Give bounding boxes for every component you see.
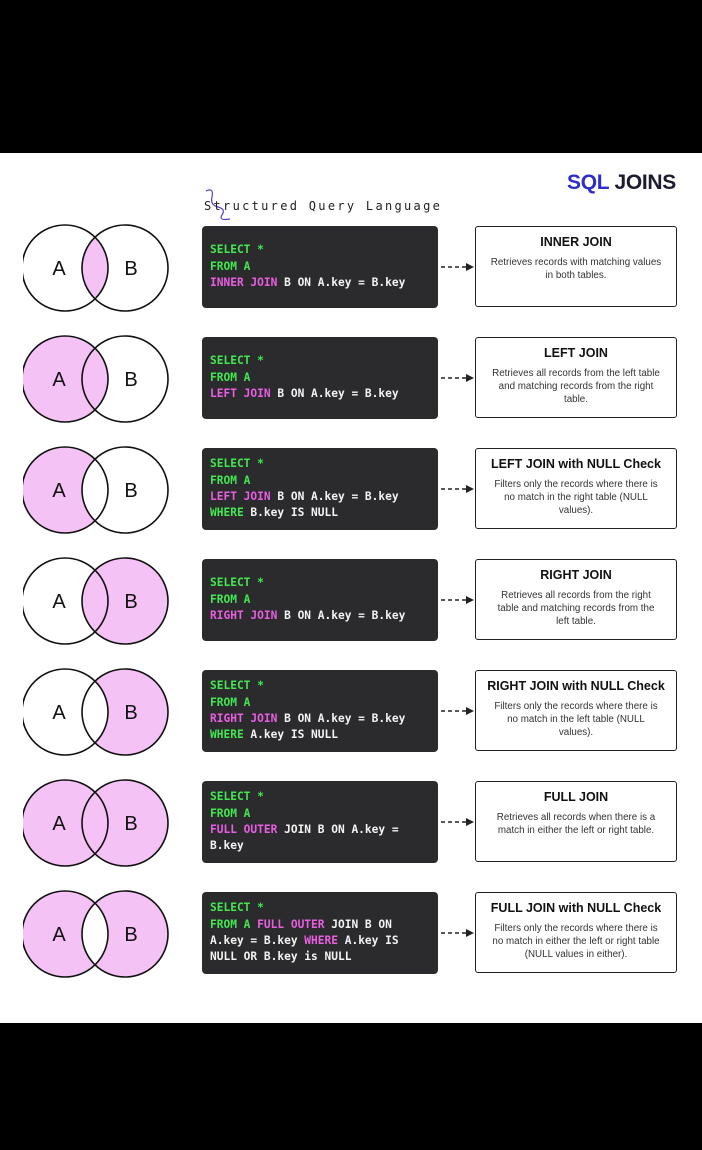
code-token: SELECT * (210, 576, 264, 590)
join-description: Filters only the records where there is no match in either the left or right table (NULL values in either). (492, 923, 660, 960)
page-subtitle: Structured Query Language (204, 199, 443, 213)
code-block-right-join-null (202, 670, 438, 752)
code-token: B ON A.key = B.key (270, 387, 399, 401)
code-block-left-join (202, 337, 438, 419)
code-token: INNER JOIN (210, 276, 278, 290)
description-box-left-join (475, 337, 677, 418)
code-token: B.key (210, 839, 244, 853)
description-box-inner-join (475, 226, 677, 307)
description-box-right-join-null (475, 670, 677, 751)
code-token: SELECT * (210, 790, 264, 804)
code-token: NULL OR B.key is NULL (210, 950, 352, 964)
code-line (210, 489, 432, 505)
venn-label-b: B (124, 591, 138, 613)
code-block-inner-join (202, 226, 438, 308)
dashed-arrow-icon (440, 372, 476, 384)
venn-diagram-inner-join (23, 222, 173, 314)
code-line (210, 917, 432, 933)
code-line (210, 900, 432, 916)
venn-label-a: A (52, 369, 66, 391)
join-description: Retrieves all records from the right table and matching records from the left table. (497, 590, 655, 627)
dashed-arrow-icon (440, 261, 476, 273)
venn-label-b: B (124, 258, 138, 280)
code-token: B ON A.key = B.key (277, 712, 406, 725)
code-token: RIGHT JOIN (210, 712, 278, 725)
code-line (210, 370, 432, 386)
code-line (210, 575, 432, 591)
code-token: FROM A (210, 695, 251, 709)
venn-label-b: B (124, 813, 138, 835)
venn-label-a: A (52, 258, 66, 280)
code-token: FROM A (210, 370, 251, 384)
dashed-arrow-icon (440, 705, 476, 717)
description-box-right-join (475, 559, 677, 640)
code-block-right-join (202, 559, 438, 641)
code-line (210, 838, 432, 854)
venn-diagram-left-join-null (23, 444, 173, 536)
venn-label-b: B (124, 702, 138, 724)
venn-label-a: A (52, 591, 66, 613)
join-description: Filters only the records where there is no match in the left table (NULL values). (494, 701, 658, 738)
venn-label-a: A (52, 924, 66, 946)
code-token: B ON A.key = B.key (277, 609, 406, 623)
code-line (210, 789, 432, 805)
dashed-arrow-icon (440, 927, 476, 939)
code-line (210, 592, 432, 608)
code-line (210, 242, 432, 258)
description-box-full-join (475, 781, 677, 862)
venn-label-a: A (52, 702, 66, 724)
code-line (210, 678, 432, 694)
code-token: SELECT * (210, 243, 264, 257)
venn-label-b: B (124, 480, 138, 502)
code-token: FROM A (210, 917, 258, 931)
code-token: WHERE (304, 934, 338, 947)
join-description: Retrieves records with matching values in both tables. (490, 257, 662, 281)
code-token: FROM A (210, 592, 251, 606)
venn-diagram-right-join (23, 555, 173, 647)
code-token: FROM A (210, 473, 251, 487)
venn-diagram-left-join (23, 333, 173, 425)
venn-diagram-full-join-null (23, 888, 173, 980)
title-joins: JOINS (614, 171, 676, 194)
code-token: B ON A.key = B.key (270, 490, 399, 503)
join-title: FULL JOIN (543, 790, 609, 804)
join-description: Retrieves all records from the left table and matching records from the right table. (492, 368, 660, 405)
code-line (210, 275, 432, 291)
code-line (210, 949, 432, 965)
description-box-left-join-null (475, 448, 677, 529)
code-token: FULL OUTER (257, 917, 325, 931)
venn-diagram-full-join (23, 777, 173, 869)
code-token: SELECT * (210, 901, 264, 915)
code-line (210, 806, 432, 822)
code-token: SELECT * (210, 679, 264, 693)
code-token: B ON A.key = B.key (277, 276, 406, 290)
page-title (567, 171, 676, 195)
code-token: WHERE (210, 728, 244, 742)
venn-label-a: A (52, 813, 66, 835)
venn-label-b: B (124, 924, 138, 946)
code-token: WHERE (210, 506, 244, 520)
code-token: LEFT JOIN (210, 490, 271, 503)
code-token: JOIN B ON (324, 917, 392, 931)
code-token: A.key IS (337, 934, 399, 947)
dashed-arrow-icon (440, 816, 476, 828)
join-title: RIGHT JOIN (540, 568, 612, 582)
code-token: LEFT JOIN (210, 387, 271, 401)
code-token: FROM A (210, 259, 251, 273)
venn-label-a: A (52, 480, 66, 502)
join-title: FULL JOIN with NULL Check (490, 901, 662, 915)
infographic-panel (0, 153, 702, 1023)
dashed-arrow-icon (440, 483, 476, 495)
code-line (210, 727, 432, 743)
join-title: RIGHT JOIN with NULL Check (487, 679, 665, 693)
dashed-arrow-icon (440, 594, 476, 606)
code-line (210, 711, 432, 727)
join-title: LEFT JOIN with NULL Check (491, 457, 661, 471)
code-token: SELECT * (210, 354, 264, 368)
code-token: A.key = B.key (210, 934, 305, 947)
code-line (210, 259, 432, 275)
code-block-left-join-null (202, 448, 438, 530)
venn-diagram-right-join-null (23, 666, 173, 758)
code-line (210, 473, 432, 489)
code-block-full-join (202, 781, 438, 863)
code-token: FULL OUTER (210, 823, 278, 836)
code-block-full-join-null (202, 892, 438, 974)
join-title: INNER JOIN (540, 235, 612, 249)
code-line (210, 695, 432, 711)
code-line (210, 456, 432, 472)
code-line (210, 933, 432, 949)
code-token: RIGHT JOIN (210, 609, 278, 623)
code-token: FROM A (210, 806, 251, 820)
description-box-full-join-null (475, 892, 677, 973)
code-token: A.key IS NULL (243, 728, 338, 742)
code-line (210, 608, 432, 624)
code-line (210, 822, 432, 838)
code-token: JOIN B ON A.key = (277, 823, 399, 836)
join-description: Filters only the records where there is no match in the right table (NULL values). (494, 479, 658, 516)
code-token: B.key IS NULL (243, 506, 338, 520)
join-description: Retrieves all records when there is a match in either the left or right table. (496, 812, 656, 836)
code-line (210, 386, 432, 402)
title-sql: SQL (567, 171, 609, 194)
venn-label-b: B (124, 369, 138, 391)
code-token: SELECT * (210, 457, 264, 471)
code-line (210, 505, 432, 521)
join-title: LEFT JOIN (544, 346, 608, 360)
code-line (210, 353, 432, 369)
